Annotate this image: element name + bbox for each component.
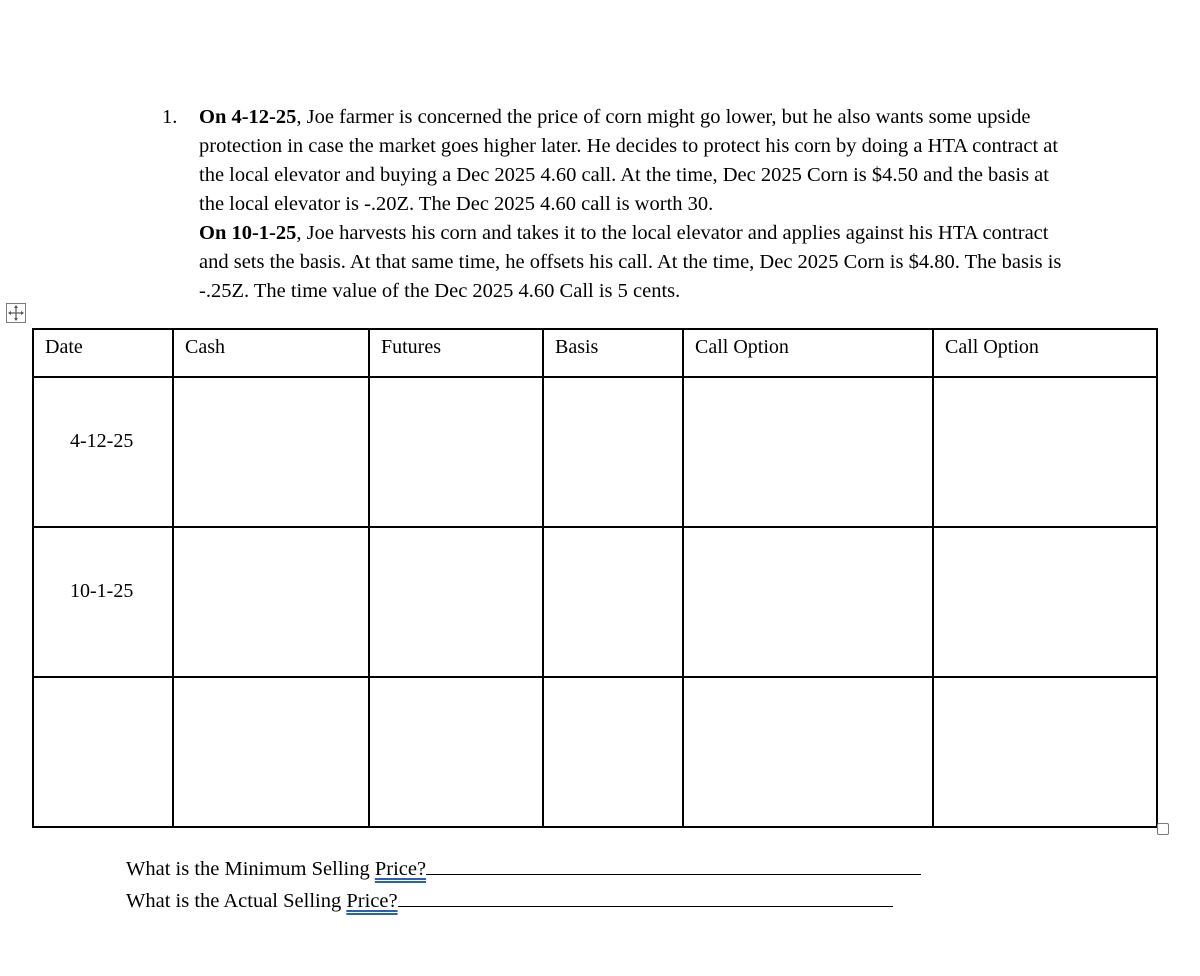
- date-10-1-25-bold: On 10-1-25: [199, 222, 297, 244]
- actual-selling-price-line: [126, 884, 921, 916]
- actual-selling-price-blank[interactable]: [398, 884, 893, 907]
- header-futures: Futures: [369, 329, 543, 377]
- table-row: [33, 527, 1157, 677]
- question-paragraph-2-text: , Joe harvests his corn and takes it to the local elevator and applies against his HTA contract and sets the basis. At that same time, he offsets his call. At the time, Dec 2025 Corn is $4.80. The basis is -.25Z. The time value of the Dec 2025 4.60 Call is 5 cents.: [199, 222, 1062, 302]
- table-header-row: [33, 329, 1157, 377]
- table-row: [33, 377, 1157, 527]
- minimum-selling-price-blank[interactable]: [426, 852, 921, 875]
- row-3-call-option-cell[interactable]: [683, 677, 933, 827]
- row-1-basis-cell[interactable]: [543, 377, 683, 527]
- table-resize-icon[interactable]: [1157, 823, 1169, 835]
- row-3-date-cell[interactable]: [33, 677, 173, 827]
- row-1-call-option-2-cell[interactable]: [933, 377, 1157, 527]
- table-move-handle-icon[interactable]: [6, 303, 26, 323]
- date-4-12-25-bold: On 4-12-25: [199, 106, 297, 128]
- row-2-call-option-cell[interactable]: [683, 527, 933, 677]
- question-number: 1.: [162, 106, 178, 128]
- minimum-selling-price-label: What is the Minimum Selling: [126, 858, 375, 880]
- row-2-basis-cell[interactable]: [543, 527, 683, 677]
- header-cash: Cash: [173, 329, 369, 377]
- table-row: [33, 677, 1157, 827]
- row-2-futures-cell[interactable]: [369, 527, 543, 677]
- question-paragraph-1-text: , Joe farmer is concerned the price of corn might go lower, but he also wants some upside protection in case the market goes higher later. He decides to protect his corn by doing a HTA contract at the local elevator and buying a Dec 2025 4.60 call. At the time, Dec 2025 Corn is $4.50 and the basis at the local elevator is -.20Z. The Dec 2025 4.60 call is worth 30.: [199, 106, 1059, 215]
- hedge-table: [32, 328, 1158, 828]
- row-1-cash-cell[interactable]: [173, 377, 369, 527]
- row-3-call-option-2-cell[interactable]: [933, 677, 1157, 827]
- answer-section: [126, 852, 921, 916]
- row-1-date-cell[interactable]: 4-12-25: [33, 377, 173, 527]
- header-date: Date: [33, 329, 173, 377]
- row-1-futures-cell[interactable]: [369, 377, 543, 527]
- minimum-price-word: Price?: [374, 858, 427, 880]
- header-call-option-2: Call Option: [933, 329, 1157, 377]
- question-1: [162, 103, 1062, 306]
- header-basis: Basis: [543, 329, 683, 377]
- row-3-cash-cell[interactable]: [173, 677, 369, 827]
- row-3-futures-cell[interactable]: [369, 677, 543, 827]
- row-3-basis-cell[interactable]: [543, 677, 683, 827]
- row-1-call-option-cell[interactable]: [683, 377, 933, 527]
- question-body: [199, 103, 1062, 306]
- row-2-call-option-2-cell[interactable]: [933, 527, 1157, 677]
- header-call-option: Call Option: [683, 329, 933, 377]
- question-paragraph-2: [199, 219, 1062, 306]
- row-2-date-cell[interactable]: 10-1-25: [33, 527, 173, 677]
- actual-selling-price-label: What is the Actual Selling: [126, 890, 347, 912]
- actual-price-word: Price?: [346, 890, 398, 912]
- row-2-cash-cell[interactable]: [173, 527, 369, 677]
- minimum-selling-price-line: [126, 852, 921, 884]
- question-paragraph-1: [199, 103, 1062, 219]
